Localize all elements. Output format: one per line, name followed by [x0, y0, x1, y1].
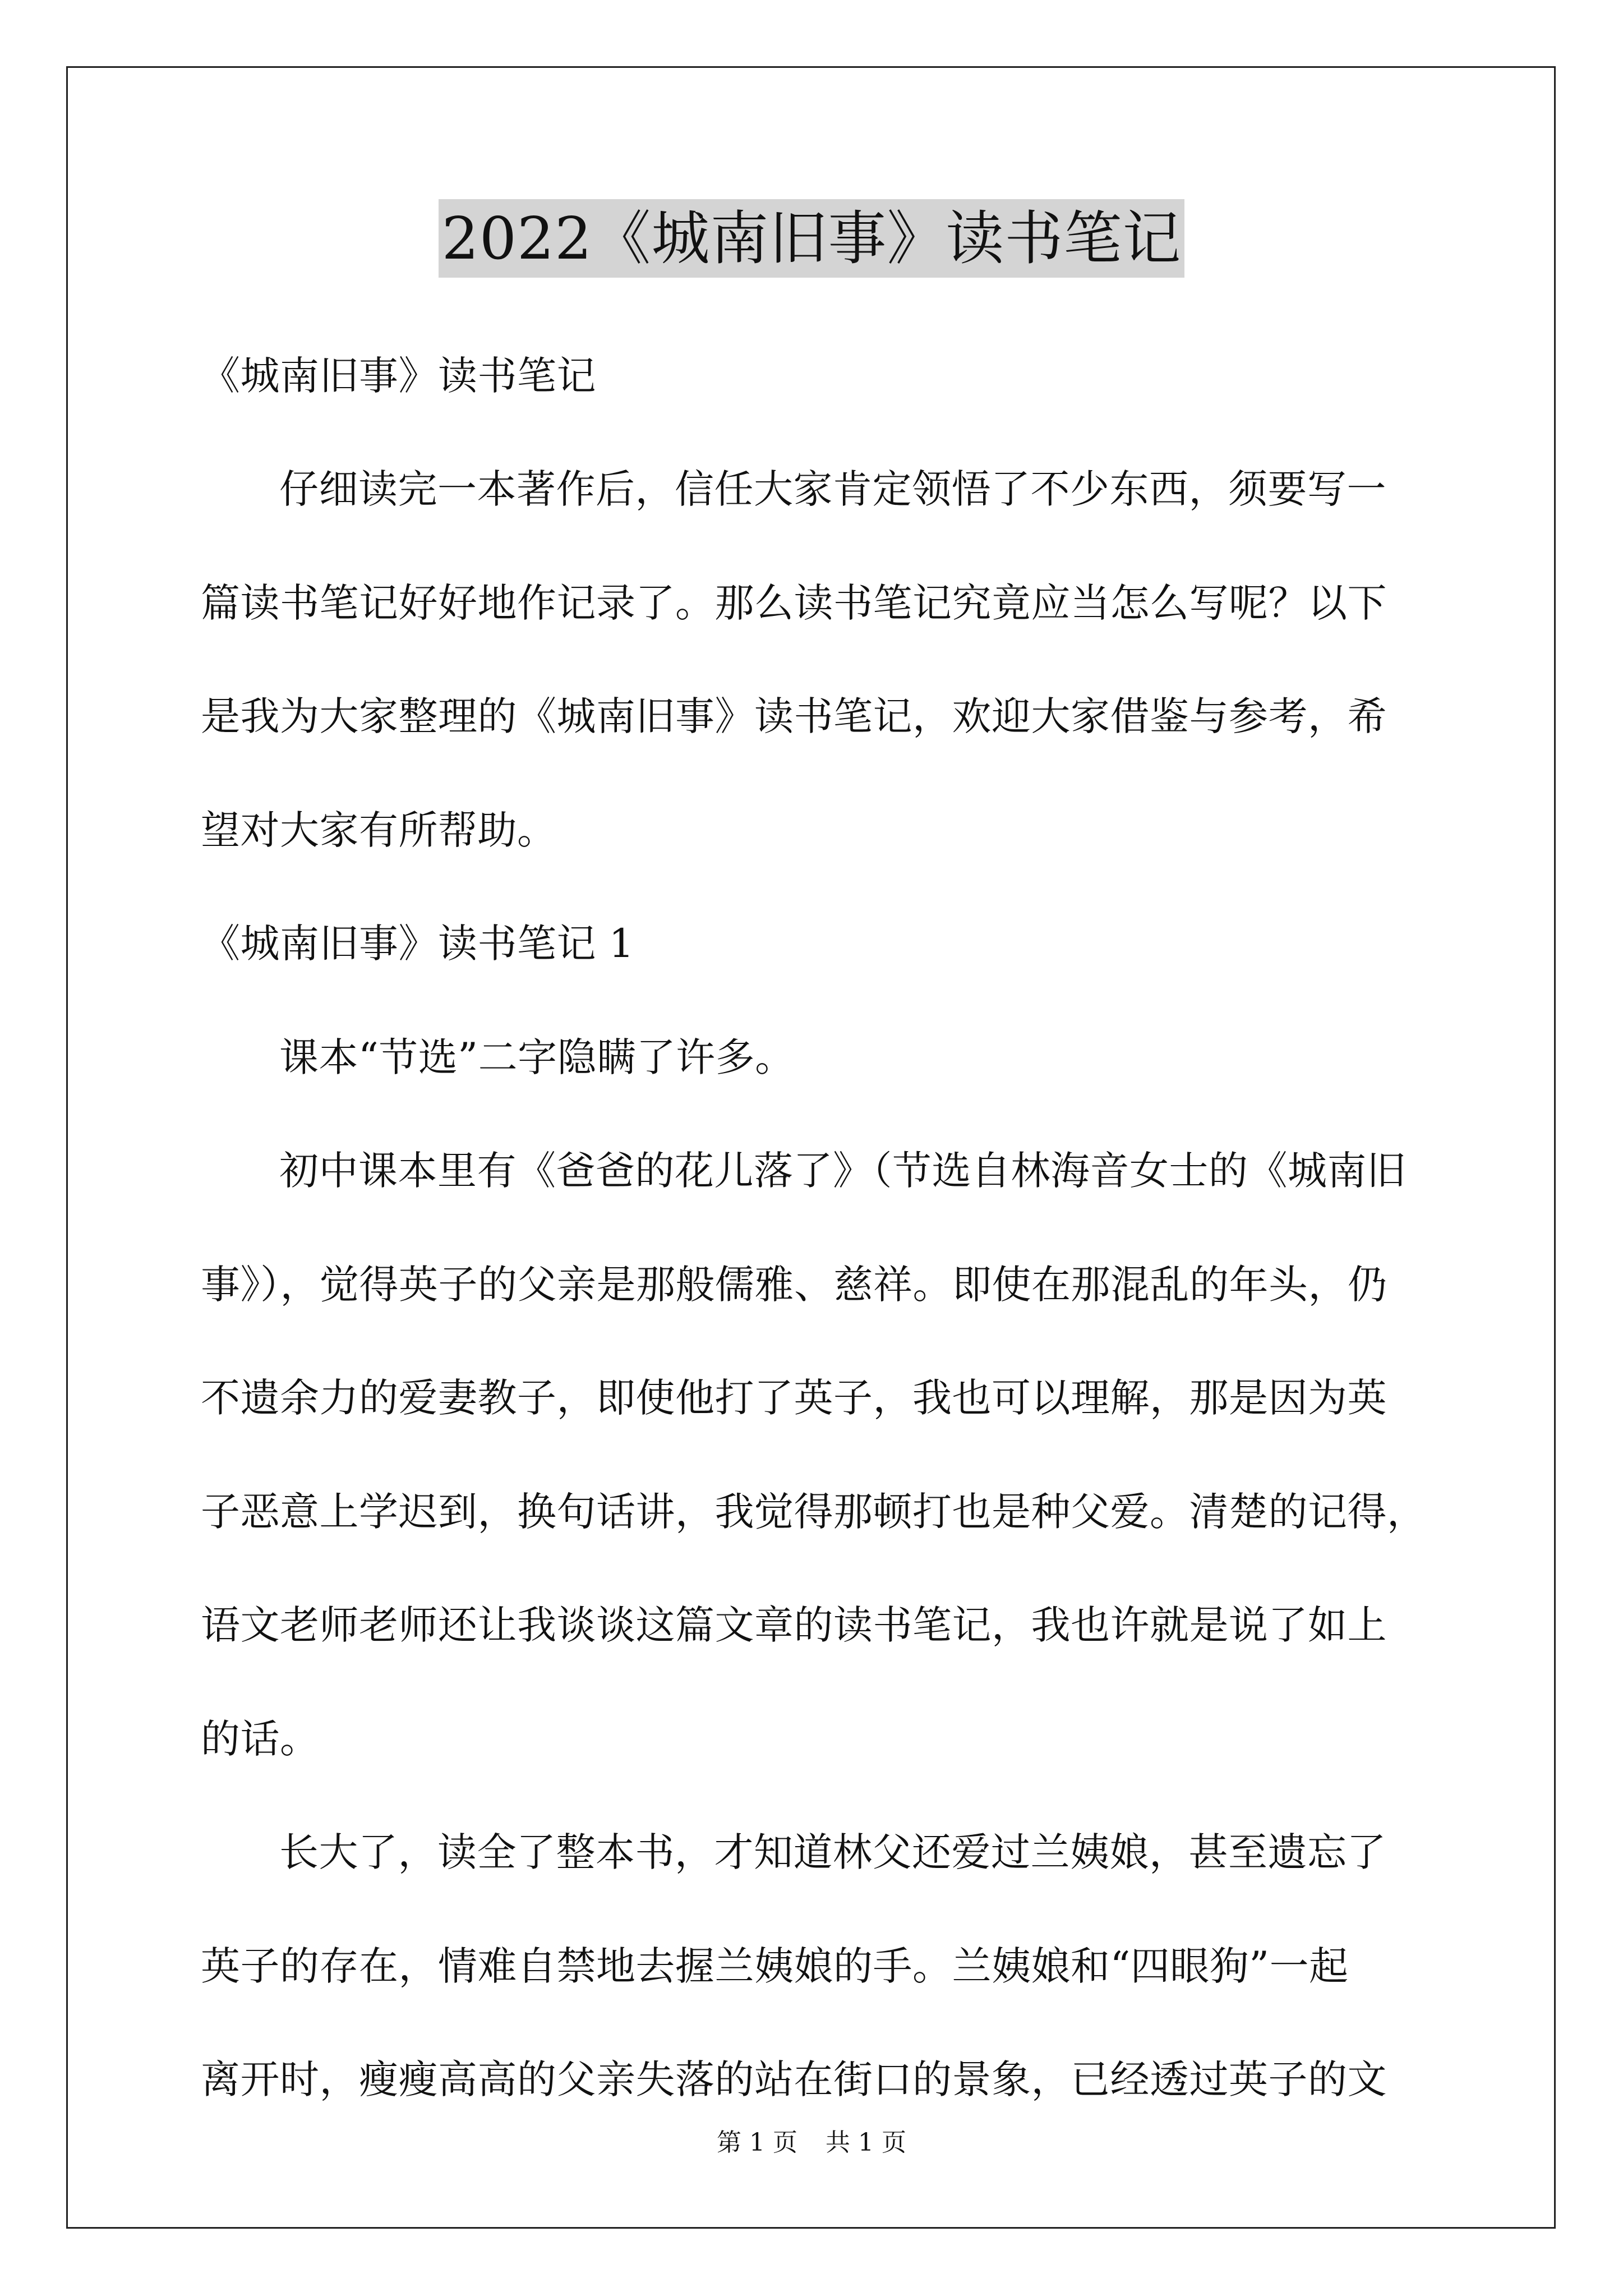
paragraph-2-line: 事》），觉得英子的父亲是那般儒雅、慈祥。即使在那混乱的年头，仍	[201, 1262, 1387, 1308]
page-footer	[0, 2126, 1623, 2160]
section-heading: 《城南旧事》读书笔记 1	[201, 921, 634, 967]
paragraph-3-line: 英子的存在，情难自禁地去握兰姨娘的手。兰姨娘和“四眼狗”一起	[201, 1943, 1349, 1989]
document-title: 2022《城南旧事》读书笔记	[439, 199, 1185, 278]
paragraph-1: 课本“节选”二字隐瞒了许多。	[279, 1034, 795, 1080]
paragraph-2-line: 的话。	[201, 1716, 320, 1762]
title-container	[0, 199, 1623, 278]
page-total: 共 1 页	[826, 2128, 906, 2157]
paragraph-3-line: 离开时，瘦瘦高高的父亲失落的站在街口的景象，已经透过英子的文	[201, 2056, 1387, 2102]
subtitle: 《城南旧事》读书笔记	[201, 353, 596, 399]
intro-line: 是我为大家整理的《城南旧事》读书笔记，欢迎大家借鉴与参考，希	[201, 693, 1387, 739]
intro-line: 仔细读完一本著作后，信任大家肯定领悟了不少东西，须要写一	[279, 466, 1386, 512]
intro-line: 篇读书笔记好好地作记录了。那么读书笔记究竟应当怎么写呢？以下	[201, 580, 1387, 626]
paragraph-2-line: 子恶意上学迟到，换句话讲，我觉得那顿打也是种父爱。清楚的记得，	[201, 1489, 1427, 1535]
paragraph-2-line: 初中课本里有《爸爸的花儿落了》（节选自林海音女士的《城南旧	[279, 1148, 1407, 1194]
paragraph-2-line: 不遗余力的爱妻教子，即使他打了英子，我也可以理解，那是因为英	[201, 1375, 1387, 1421]
paragraph-2-line: 语文老师老师还让我谈谈这篇文章的读书笔记，我也许就是说了如上	[201, 1602, 1387, 1648]
page-number: 第 1 页	[717, 2128, 797, 2157]
intro-line: 望对大家有所帮助。	[201, 807, 557, 853]
paragraph-3-line: 长大了，读全了整本书，才知道林父还爱过兰姨娘，甚至遗忘了	[279, 1829, 1386, 1875]
